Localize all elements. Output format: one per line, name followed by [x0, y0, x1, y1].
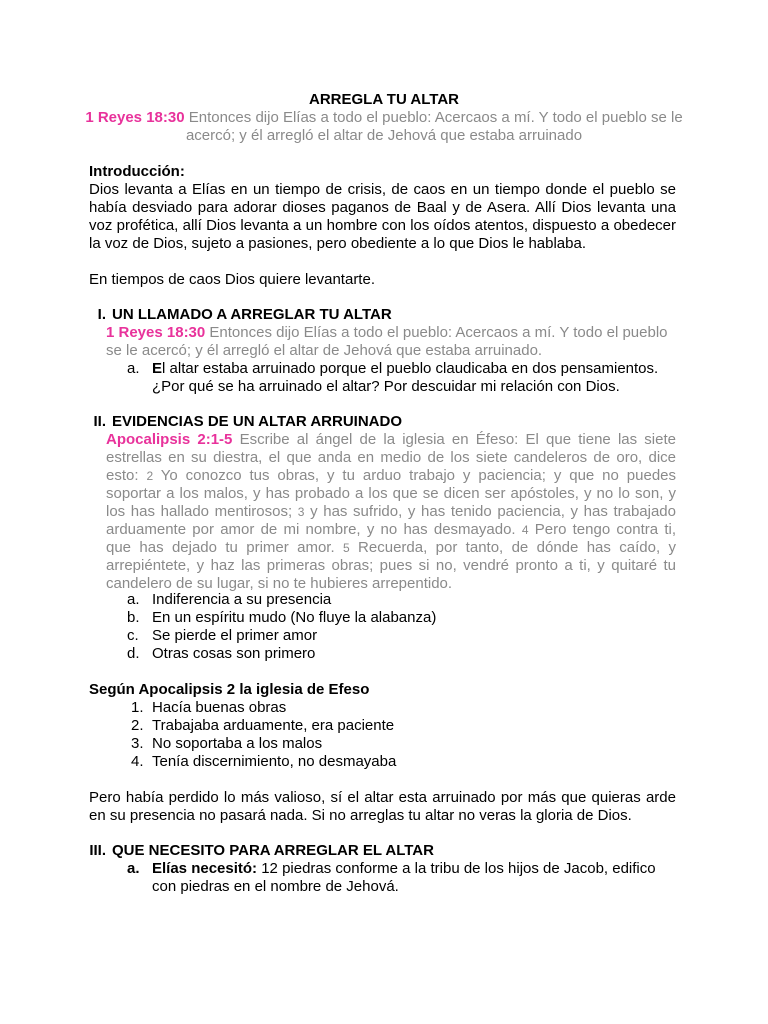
list-item — [89, 591, 679, 609]
opening-verse-ref: 1 Reyes 18:30 — [85, 109, 185, 126]
section-2-verse-part: Pero tengo contra ti, que has dejado tu primer amor. — [106, 521, 676, 556]
section-2-heading — [80, 413, 686, 431]
list-item — [89, 699, 679, 717]
item-text: Indiferencia a su presencia — [152, 591, 332, 608]
section-2-title: EVIDENCIAS DE UN ALTAR ARRUINADO — [112, 413, 403, 430]
list-item — [89, 360, 679, 396]
verse-number: 4 — [521, 523, 529, 537]
section-2-verse — [106, 431, 676, 593]
section-1-verse-text: Entonces dijo Elías a todo el pueblo: Acercaos a mí. Y todo el pueblo se le acercó; y él arregló el altar de Jehová que estaba arruinado. — [106, 324, 668, 359]
item-text: Trabajaba arduamente, era paciente — [152, 717, 395, 734]
section-2-verse-part: Escribe al ángel de la iglesia en Éfeso: El que tiene las siete estrellas en su diestra, el que anda en medio de los siete candeleros de oro, dice esto: — [106, 431, 676, 484]
section-2-verse-part: y has sufrido, y has tenido paciencia, y has trabajado arduamente por amor de mi nombre, y no has desmayado. — [106, 503, 676, 538]
list-marker: 1. — [131, 699, 144, 716]
section-1-list — [89, 360, 679, 396]
section-3-heading — [80, 842, 686, 860]
list-item — [89, 735, 679, 753]
item-first-letter: E — [152, 360, 163, 377]
item-text: Se pierde el primer amor — [152, 627, 318, 644]
list-item — [89, 860, 679, 896]
verse-number: 5 — [343, 541, 350, 555]
list-marker: c. — [127, 627, 139, 644]
section-2-list — [89, 591, 679, 663]
item-text: l altar estaba arruinado porque el pueblo claudicaba en dos pensamientos. ¿Por qué se ha arruinado el altar? Por descuidar mi relación con Dios. — [152, 360, 659, 395]
item-text: Tenía discernimiento, no desmayaba — [152, 753, 397, 770]
section-1-verse-ref: 1 Reyes 18:30 — [106, 324, 206, 341]
list-item — [89, 627, 679, 645]
section-1-heading — [80, 306, 686, 324]
intro-heading: Introducción: — [89, 163, 185, 180]
list-item — [89, 753, 679, 771]
list-item — [89, 717, 679, 735]
opening-verse-text: Entonces dijo Elías a todo el pueblo: Acercaos a mí. Y todo el pueblo se le acercó; y él arregló el altar de Jehová que estaba arruinado — [184, 109, 683, 144]
item-text: Hacía buenas obras — [152, 699, 287, 716]
section-3-number: III. — [89, 842, 106, 859]
section-2-verse-ref: Apocalipsis 2:1-5 — [106, 431, 233, 448]
list-marker: a. — [127, 860, 140, 877]
item-text: Otras cosas son primero — [152, 645, 316, 662]
list-marker: 4. — [131, 753, 144, 770]
list-marker: a. — [127, 591, 140, 608]
list-marker: a. — [127, 360, 140, 377]
efeso-list — [89, 699, 679, 771]
section-2-verse-part: Yo conozco tus obras, y tu arduo trabajo y paciencia; y que no puedes soportar a los malos, y has probado a los que se dicen ser apóstoles, y no lo son, y los has hallado mentirosos; — [106, 467, 677, 520]
page-title: ARREGLA TU ALTAR — [309, 91, 459, 108]
intro-closing: En tiempos de caos Dios quiere levantarte. — [89, 271, 375, 288]
list-item — [89, 645, 679, 663]
section-2-number: II. — [93, 413, 106, 430]
list-item — [89, 609, 679, 627]
intro-paragraph: Dios levanta a Elías en un tiempo de crisis, de caos en un tiempo donde el pueblo se había desviado para adorar dioses paganos de Baal y de Asera. Allí Dios levanta una voz profética, allí Dios levanta a un hombre con los oídos atentos, dispuesto a obedecer la voz de Dios, sujeto a pasiones, pero obediente a lo que Dios le hablaba. — [89, 181, 676, 252]
item-text: No soportaba a los malos — [152, 735, 323, 752]
item-lead: Elías necesitó: — [152, 860, 258, 877]
efeso-heading: Según Apocalipsis 2 la iglesia de Efeso — [89, 681, 370, 698]
verse-number: 3 — [297, 505, 305, 519]
list-marker: 3. — [131, 735, 144, 752]
section-2-verse-part: Recuerda, por tanto, de dónde has caído, y arrepiéntete, y haz las primeras obras; pues si no, vendré pronto a ti, y quitaré tu candelero de su lugar, si no te hubieres arrepentido. — [106, 539, 676, 592]
list-marker: d. — [127, 645, 140, 662]
list-marker: b. — [127, 609, 140, 626]
item-text: 12 piedras conforme a la tribu de los hijos de Jacob, edifico con piedras en el nombre de Jehová. — [152, 860, 656, 895]
efeso-paragraph: Pero había perdido lo más valioso, sí el altar esta arruinado por más que quieras arde en su presencia no pasará nada. Si no arreglas tu altar no veras la gloria de Dios. — [89, 789, 676, 824]
item-text: En un espíritu mudo (No fluye la alabanza) — [152, 609, 437, 626]
section-1-title: UN LLAMADO A ARREGLAR TU ALTAR — [112, 306, 392, 323]
section-1-verse — [106, 324, 676, 360]
section-3-title: QUE NECESITO PARA ARREGLAR EL ALTAR — [112, 842, 434, 859]
list-marker: 2. — [131, 717, 144, 734]
section-1-number: I. — [97, 306, 106, 323]
verse-number: 2 — [146, 469, 154, 483]
opening-verse — [80, 109, 688, 145]
section-3-list — [89, 860, 679, 896]
